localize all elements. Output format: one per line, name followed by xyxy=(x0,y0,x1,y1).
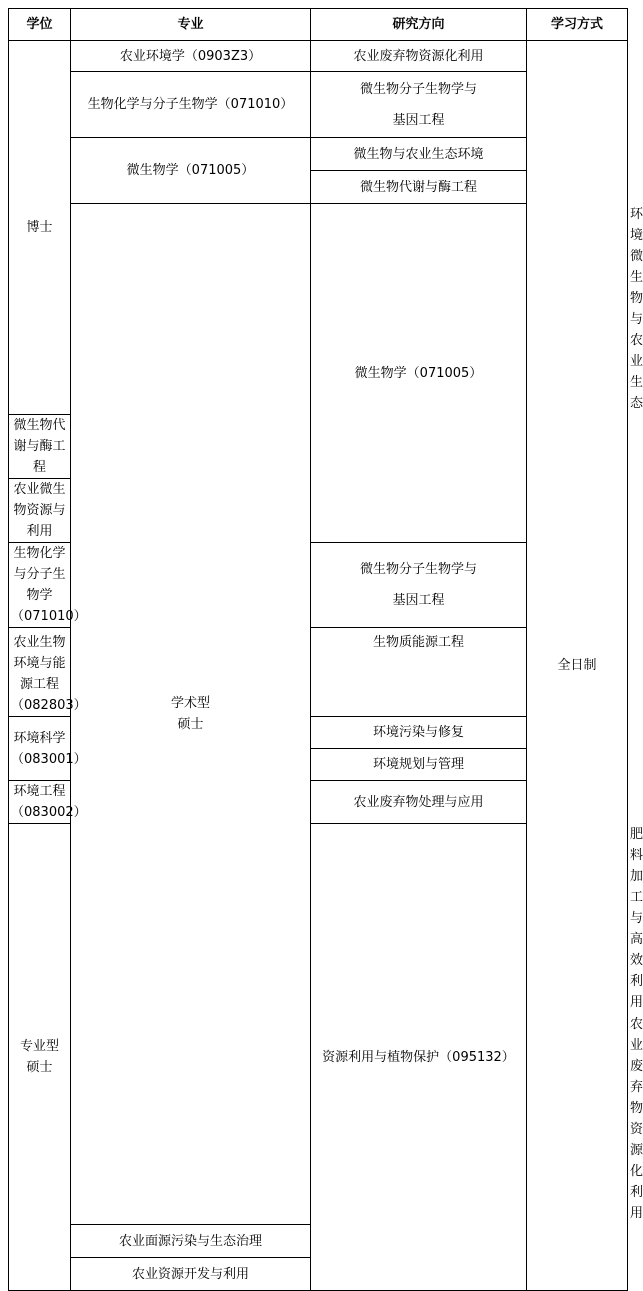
direction-cell: 微生物代谢与酶工程 xyxy=(9,415,71,479)
major-cell: 资源利用与植物保护（095132） xyxy=(311,824,527,1291)
major-line: 农业生物环境与能源工程 xyxy=(13,635,66,692)
direction-cell: 环境污染与修复 xyxy=(311,717,527,749)
header-direction: 研究方向 xyxy=(311,9,527,41)
direction-cell: 农业资源开发与利用 xyxy=(71,1258,311,1291)
direction-line: 微生物分子生物学与 xyxy=(359,81,477,97)
direction-cell: 微生物与农业生态环境 xyxy=(311,138,527,171)
header-degree: 学位 xyxy=(9,9,71,41)
degree-line: 硕士 xyxy=(26,1060,53,1075)
major-cell: 环境工程（083002） xyxy=(9,781,71,824)
study-mode-cell: 全日制 xyxy=(527,41,628,1291)
direction-cell xyxy=(311,543,527,628)
degree-line: 学术型 xyxy=(170,696,210,711)
major-cell: 微生物学（071005） xyxy=(311,204,527,543)
major-cell: 农业环境学（0903Z3） xyxy=(71,41,311,72)
direction-cell: 环境规划与管理 xyxy=(311,749,527,781)
table-row: 专业型 硕士 资源利用与植物保护（095132） 肥料加工与高效利用 xyxy=(9,824,628,1014)
major-line: （082803） xyxy=(11,698,87,713)
direction-cell: 生物质能源工程 xyxy=(311,628,527,717)
header-study-mode: 学习方式 xyxy=(527,9,628,41)
degree-academic-master xyxy=(71,204,311,1225)
direction-cell: 微生物代谢与酶工程 xyxy=(311,171,527,204)
major-cell: 生物化学与分子生物学（071010） xyxy=(9,543,71,628)
header-row xyxy=(9,9,628,41)
direction-cell xyxy=(311,72,527,138)
direction-cell: 农业废弃物处理与应用 xyxy=(311,781,527,824)
major-cell xyxy=(9,628,87,717)
program-table xyxy=(8,8,643,1291)
table-row: 学术型 硕士 微生物学（071005） 环境微生物与农业生态 xyxy=(9,204,628,415)
degree-line: 硕士 xyxy=(177,717,204,732)
header-major: 专业 xyxy=(71,9,311,41)
direction-line: 基因工程 xyxy=(392,112,445,128)
degree-professional-master xyxy=(9,824,71,1291)
degree-line: 专业型 xyxy=(19,1039,59,1054)
direction-cell: 农业面源污染与生态治理 xyxy=(71,1225,311,1258)
major-cell: 生物化学与分子生物学（071010） xyxy=(71,72,311,138)
direction-cell: 农业微生物资源与利用 xyxy=(9,479,71,543)
direction-line: 基因工程 xyxy=(392,593,445,608)
major-cell: 微生物学（071005） xyxy=(71,138,311,204)
table-row xyxy=(9,41,628,72)
table-row: 农业废弃物资源化利用 xyxy=(630,1017,643,1221)
direction-line: 微生物分子生物学与 xyxy=(359,562,477,577)
degree-doctor: 博士 xyxy=(9,41,71,415)
major-cell: 环境科学（083001） xyxy=(9,717,71,781)
direction-cell: 农业废弃物资源化利用 xyxy=(311,41,527,72)
